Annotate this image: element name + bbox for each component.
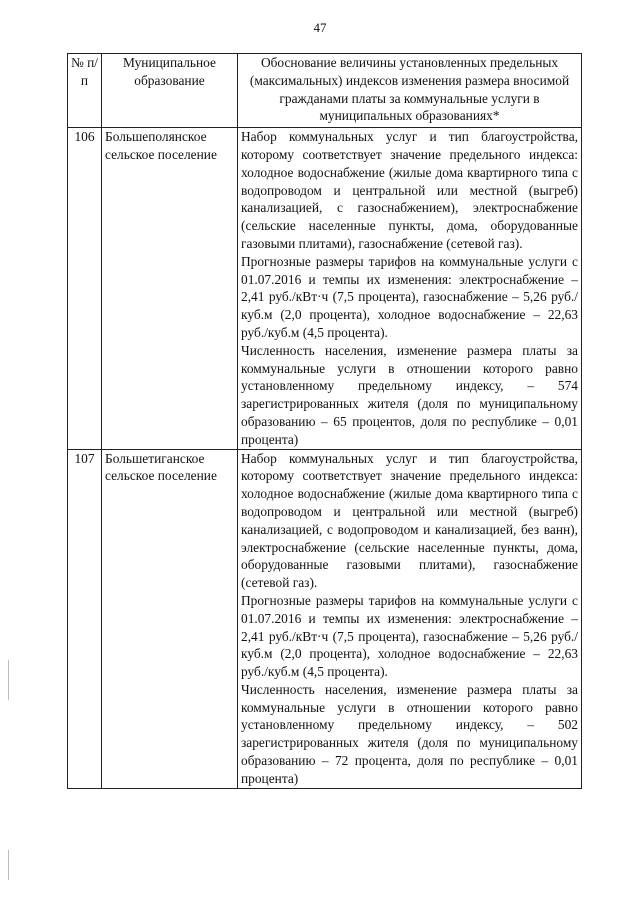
row-num: 107 bbox=[68, 449, 102, 788]
row-municipality: Большеполянское сельское поселение bbox=[102, 128, 238, 449]
table-row bbox=[68, 128, 582, 449]
row-municipality: Большетиганское сельское поселение bbox=[102, 449, 238, 788]
scan-edge-mark bbox=[8, 850, 9, 880]
row-justification bbox=[238, 449, 582, 788]
paragraph-population: Численность населения, изменение размера платы за коммунальные услуги в отношении которого равно установленному предельному индексу, – 574 зарегистрированных жителя (доля по муниципальному образованию – 65 процентов, доля по республике – 0,01 процента) bbox=[241, 342, 578, 447]
paragraph-tariffs: Прогнозные размеры тарифов на коммунальные услуги с 01.07.2016 и темпы их изменения: электроснабжение – 2,41 руб./кВт·ч (7,5 процента), газоснабжение – 5,26 руб./куб.м (2,0 процента), холодное водоснабжение – 22,63 руб./куб.м (4,5 процента). bbox=[241, 253, 578, 340]
header-num: № п/п bbox=[68, 54, 102, 128]
paragraph-tariffs: Прогнозные размеры тарифов на коммунальные услуги с 01.07.2016 и темпы их изменения: электроснабжение – 2,41 руб./кВт·ч (7,5 процента), газоснабжение – 5,26 руб./куб.м (2,0 процента), холодное водоснабжение – 22,63 руб./куб.м (4,5 процента). bbox=[241, 592, 578, 680]
header-municipality: Муниципальное образование bbox=[102, 54, 238, 128]
paragraph-utilities-set: Набор коммунальных услуг и тип благоустройства, которому соответствует значение предельного индекса: холодное водоснабжение (жилые дома квартирного типа с водопроводом и центральной или местной (выгреб) канализацией, с водопроводом и канализацией, без ванн), электроснабжение (сельские населенные пункты, дома, оборудованные газовыми плитами), газоснабжение (сетевой газ). bbox=[241, 450, 578, 591]
table-header-row bbox=[68, 54, 582, 128]
paragraph-utilities-set: Набор коммунальных услуг и тип благоустройства, которому соответствует значение предельного индекса: холодное водоснабжение (жилые дома квартирного типа с водопроводом и центральной или местной (выгреб) канализацией, с газоснабжением), электроснабжение (сельские населенные пункты, дома, оборудованные газовыми плитами), газоснабжение (сетевой газ). bbox=[241, 129, 578, 251]
row-justification bbox=[238, 128, 582, 449]
page-number: 47 bbox=[313, 20, 327, 35]
paragraph-population: Численность населения, изменение размера платы за коммунальные услуги в отношении которого равно установленному предельному индексу, – 502 зарегистрированных жителя (доля по муниципальному образованию – 72 процента, доля по республике – 0,01 процента) bbox=[241, 681, 578, 786]
table-row bbox=[68, 449, 582, 788]
scan-edge-mark bbox=[8, 660, 9, 700]
header-justification: Обоснование величины установленных предельных (максимальных) индексов изменения размера вносимой гражданами платы за коммунальные услуги в муниципальных образованиях* bbox=[238, 54, 582, 128]
row-num: 106 bbox=[68, 128, 102, 449]
tariff-index-table bbox=[67, 53, 582, 789]
